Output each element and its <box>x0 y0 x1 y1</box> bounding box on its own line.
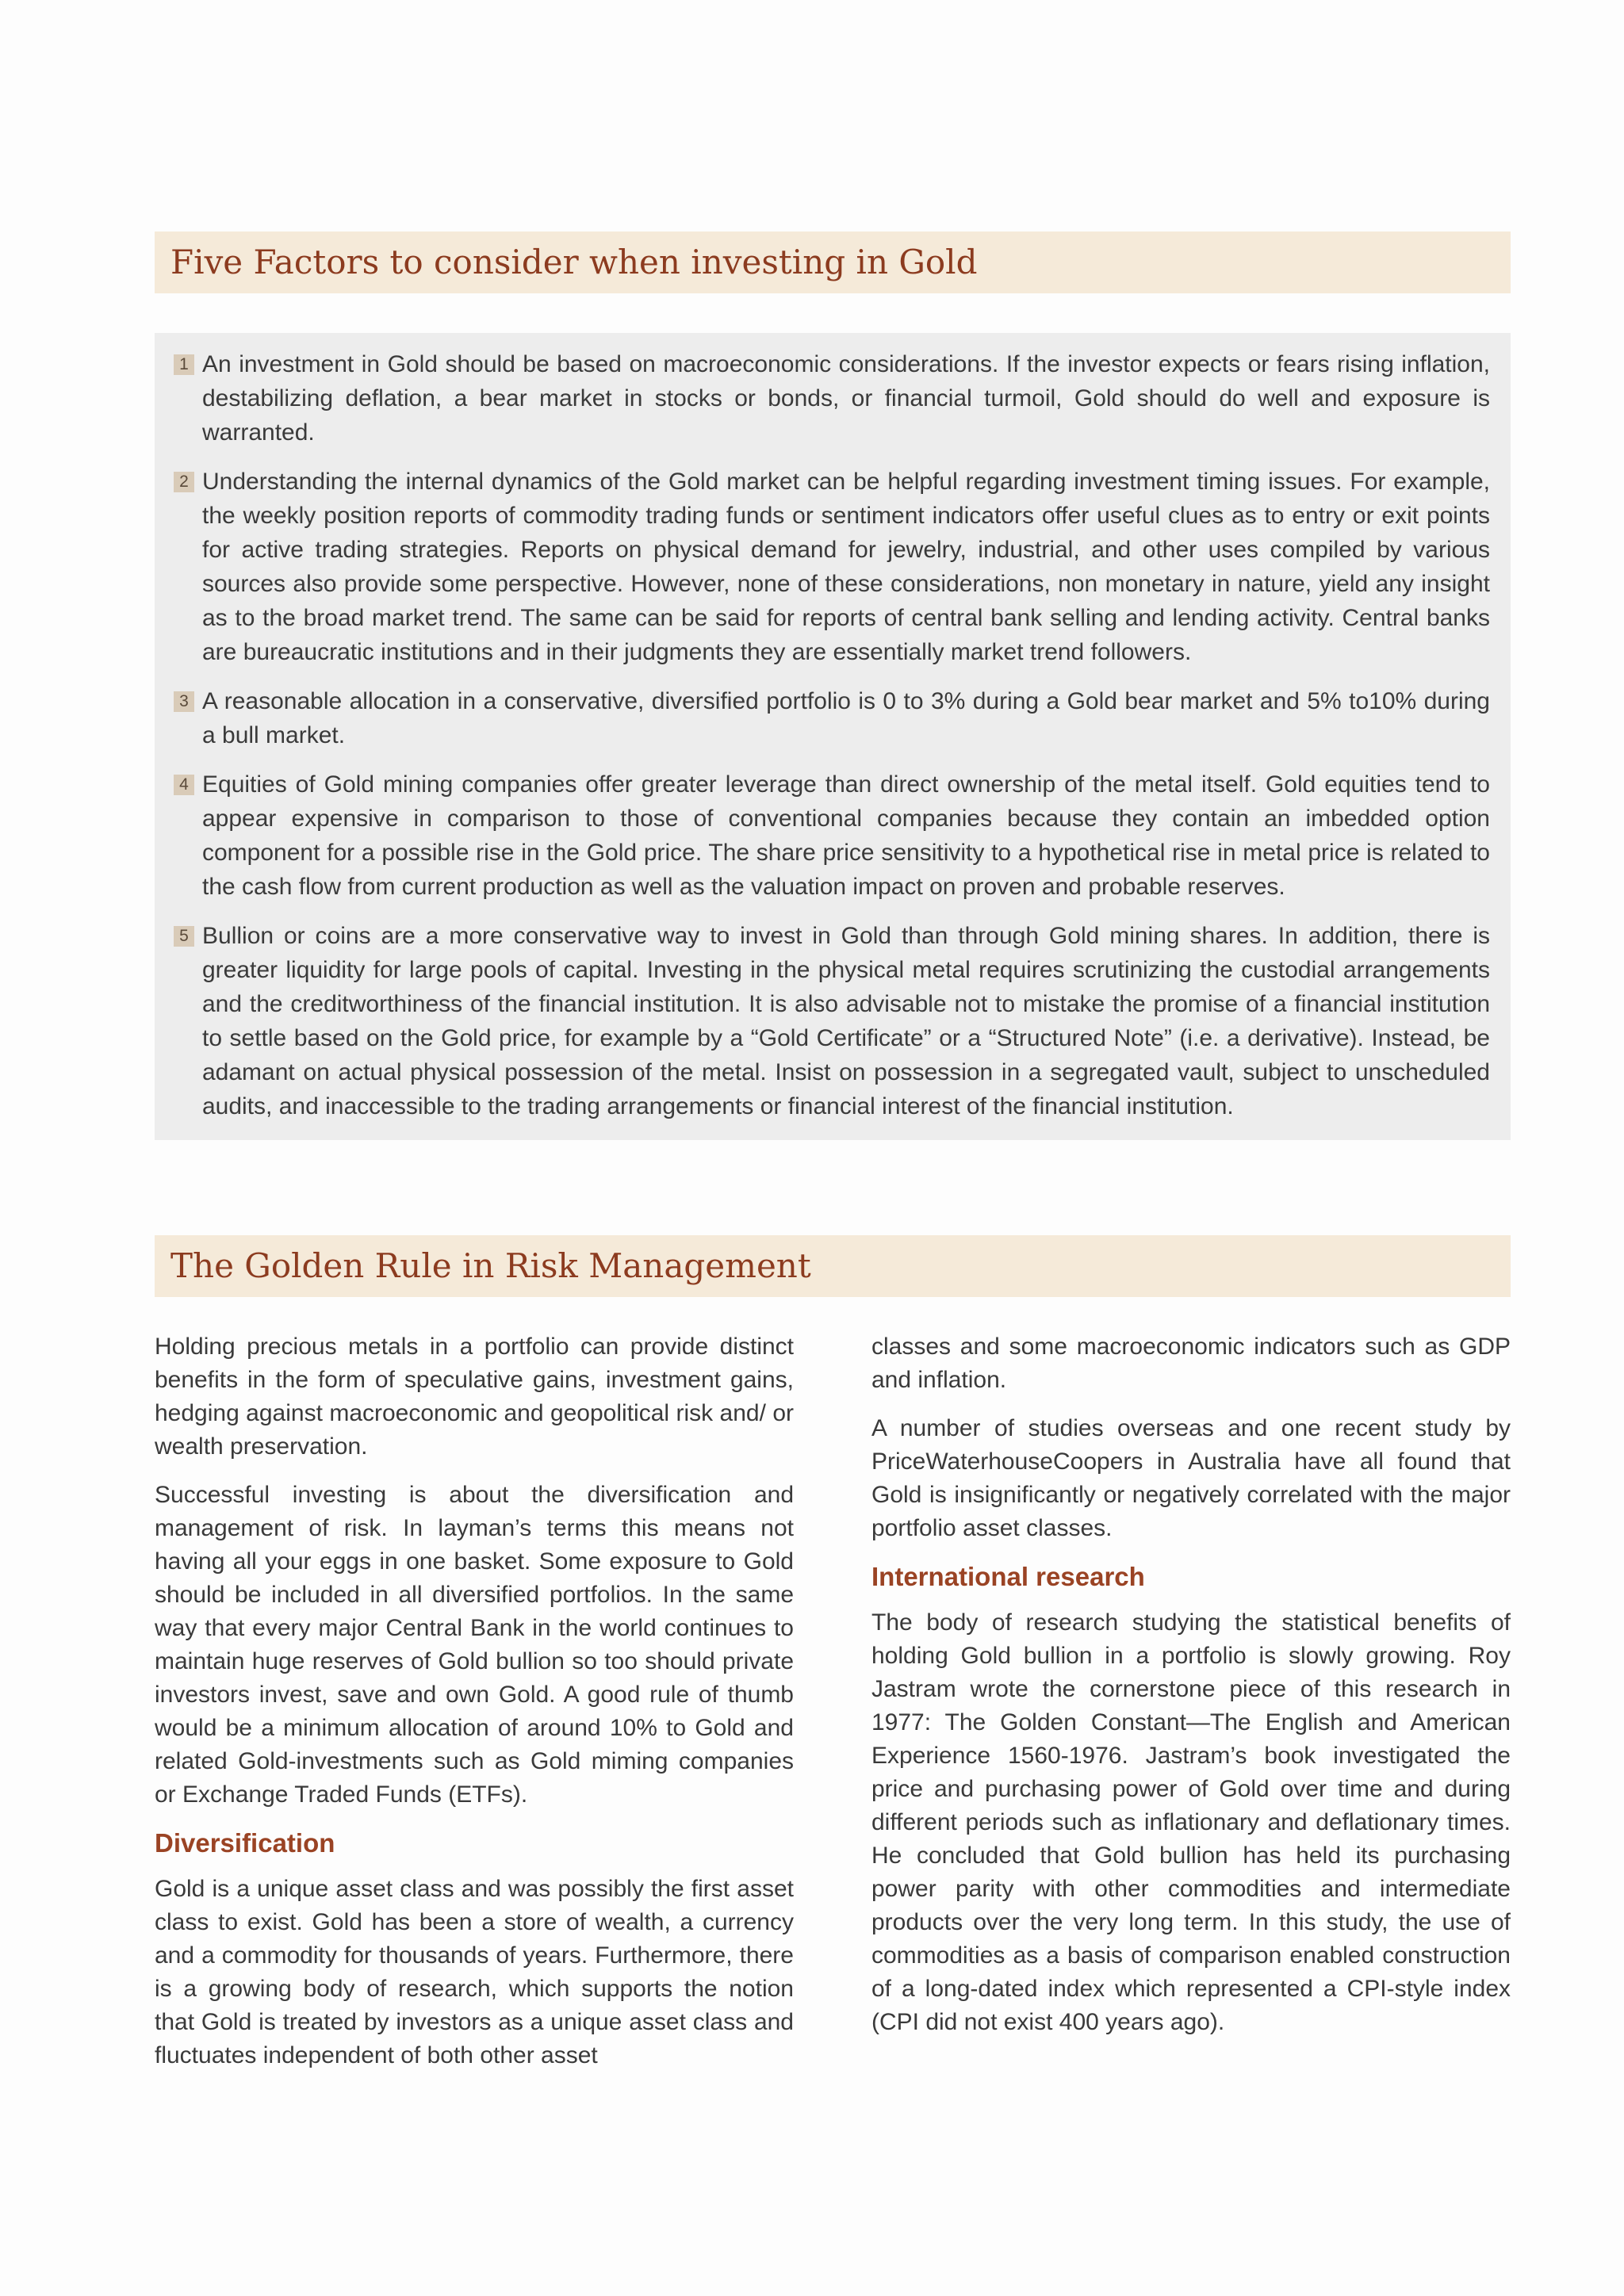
right-column <box>871 1330 1511 2054</box>
factor-number: 5 <box>174 926 194 947</box>
international-research-heading: International research <box>871 1562 1145 1591</box>
factor-number: 3 <box>174 691 194 712</box>
five-factors-list <box>155 333 1511 1140</box>
golden-rule-title-band <box>155 1235 1511 1297</box>
factor-number: 2 <box>174 472 194 492</box>
paragraph: classes and some macroeconomic indicators such as GDP and inflation. <box>871 1334 1511 1393</box>
factor-item <box>174 767 1490 904</box>
factor-text: A reasonable allocation in a conservative, diversified portfolio is 0 to 3% during a Gold bear market and 5% to10% during a bull market. <box>202 688 1490 748</box>
factor-text: Equities of Gold mining companies offer greater leverage than direct ownership of the metal itself. Gold equities tend to appear expensive in comparison to those of conventional companies because they contain an imbedded option component for a possible rise in the Gold price. The share price sensitivity to a hypothetical rise in metal price is related to the cash flow from current production as well as the valuation impact on proven and probable reserves. <box>202 771 1490 900</box>
five-factors-title: Five Factors to consider when investing in Gold <box>170 243 978 281</box>
left-column <box>155 1330 794 2087</box>
golden-rule-title: The Golden Rule in Risk Management <box>170 1246 811 1285</box>
factor-item <box>174 684 1490 752</box>
five-factors-title-band <box>155 232 1511 293</box>
paragraph: The body of research studying the statistical benefits of holding Gold bullion in a portfolio is slowly growing. Roy Jastram wrote the cornerstone piece of this research in 1977: The Golden Constant—The English and American Experience 1560-1976. Jastram’s book investigated the price and purchasing power of Gold over time and during different periods such as inflationary and deflationary times. He concluded that Gold bullion has held its purchasing power parity with other commodities and intermediate products over the very long term. In this study, the use of commodities as a basis of comparison enabled construction of a long-dated index which represented a CPI-style index (CPI did not exist 400 years ago). <box>871 1609 1511 2035</box>
factor-text: Bullion or coins are a more conservative way to invest in Gold than through Gold mining shares. In addition, there is greater liquidity for large pools of capital. Investing in the physical metal requires scrutinizing the custodial arrangements and the creditworthiness of the financial institution. It is also advisable not to mistake the promise of a financial institution to settle based on the Gold price, for example by a “Gold Certificate” or a “Structured Note” (i.e. a derivative). Instead, be adamant on actual physical possession of the metal. Insist on possession in a segregated vault, subject to unscheduled audits, and inaccessible to the trading arrangements or financial interest of the financial institution. <box>202 923 1490 1119</box>
factor-item <box>174 919 1490 1123</box>
factor-item <box>174 347 1490 450</box>
factor-number: 4 <box>174 775 194 795</box>
factor-text: Understanding the internal dynamics of the Gold market can be helpful regarding investment timing issues. For example, the weekly position reports of commodity trading funds or sentiment indicators offer useful clues as to entry or exit points for active trading strategies. Reports on physical demand for jewelry, industrial, and other uses compiled by various sources also provide some perspective. However, none of these considerations, non monetary in nature, yield any insight as to the broad market trend. The same can be said for reports of central bank selling and lending activity. Central banks are bureaucratic institutions and in their judgments they are essentially market trend followers. <box>202 469 1490 665</box>
paragraph: Successful investing is about the diversification and management of risk. In layman’s terms this means not having all your eggs in one basket. Some exposure to Gold should be included in all diversified portfolios. In the same way that every major Central Bank in the world continues to maintain huge reserves of Gold bullion so too should private investors invest, save and own Gold. A good rule of thumb would be a minimum allocation of around 10% to Gold and related Gold-investments such as Gold miming companies or Exchange Traded Funds (ETFs). <box>155 1482 794 1808</box>
factor-text: An investment in Gold should be based on macroeconomic considerations. If the investor expects or fears rising inflation, destabilizing deflation, a bear market in stocks or bonds, or financial turmoil, Gold should do well and exposure is warranted. <box>202 351 1490 446</box>
paragraph: Holding precious metals in a portfolio can provide distinct benefits in the form of speculative gains, investment gains, hedging against macroeconomic and geopolitical risk and/ or wealth preservation. <box>155 1334 794 1460</box>
factor-number: 1 <box>174 354 194 375</box>
diversification-heading: Diversification <box>155 1828 335 1858</box>
paragraph: A number of studies overseas and one recent study by PriceWaterhouseCoopers in Australia have all found that Gold is insignificantly or negatively correlated with the major portfolio asset classes. <box>871 1415 1511 1541</box>
factor-item <box>174 465 1490 669</box>
paragraph: Gold is a unique asset class and was possibly the first asset class to exist. Gold has been a store of wealth, a currency and a commodity for thousands of years. Furthermore, there is a growing body of research, which supports the notion that Gold is treated by investors as a unique asset class and fluctuates independent of both other asset <box>155 1876 794 2068</box>
